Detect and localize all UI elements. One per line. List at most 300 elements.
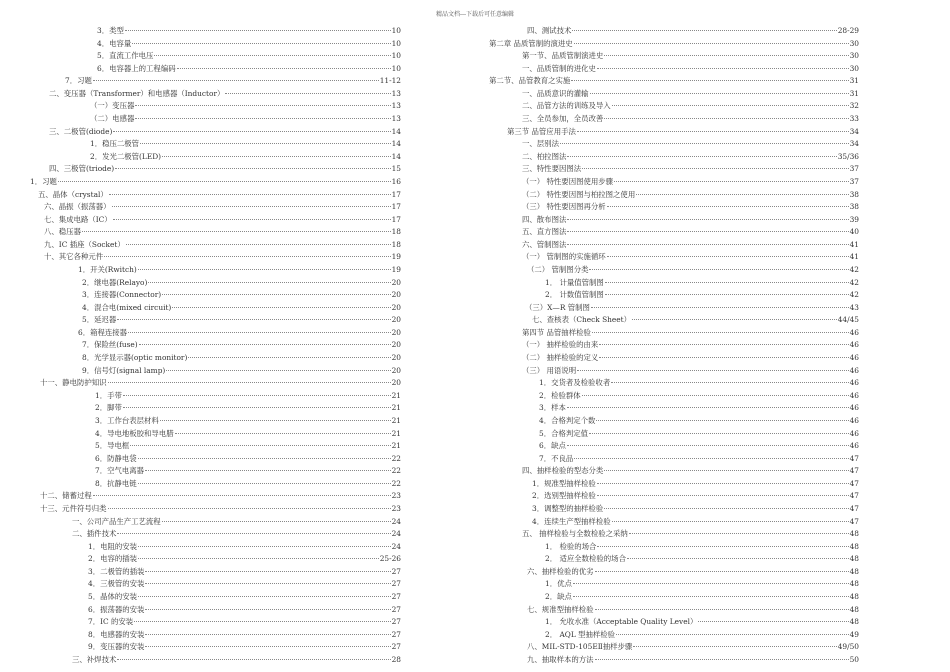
dot-leader	[592, 332, 849, 333]
toc-entry-page: 46	[849, 390, 859, 400]
dot-leader	[225, 93, 390, 94]
toc-entry-title: 第三节 品管应用手法	[507, 126, 576, 136]
toc-entry[interactable]	[467, 428, 859, 441]
dot-leader	[93, 80, 379, 81]
toc-entry[interactable]	[0, 126, 401, 139]
toc-entry-page: 13	[391, 88, 401, 98]
dot-leader	[117, 659, 390, 660]
toc-entry-title: 九、IC 插座（Socket）	[44, 239, 125, 249]
dot-leader	[145, 470, 391, 471]
toc-entry[interactable]	[467, 541, 859, 554]
toc-entry[interactable]	[467, 528, 859, 541]
toc-entry[interactable]	[467, 151, 859, 164]
dot-leader	[162, 156, 391, 157]
toc-entry-title: 1．交货者及检验收者	[539, 378, 611, 388]
toc-entry-title: 8．抗静电链	[95, 478, 137, 488]
toc-entry-page: 46	[849, 327, 859, 337]
toc-entry-page: 24	[391, 516, 401, 526]
toc-entry[interactable]	[467, 465, 859, 478]
toc-entry-title: （一） 抽样检验的由来	[522, 340, 599, 350]
toc-entry[interactable]	[0, 591, 401, 604]
toc-entry-page: 47	[849, 503, 859, 513]
toc-entry-page: 46	[849, 441, 859, 451]
dot-leader	[123, 407, 391, 408]
toc-entry[interactable]	[0, 553, 401, 566]
dot-leader	[567, 445, 849, 446]
toc-entry[interactable]	[0, 516, 401, 529]
dot-leader	[632, 319, 837, 320]
toc-entry[interactable]	[467, 113, 859, 126]
toc-entry[interactable]	[0, 151, 401, 164]
toc-entry[interactable]	[467, 327, 859, 340]
toc-entry-page: 41	[849, 239, 859, 249]
toc-entry[interactable]	[0, 604, 401, 617]
dot-leader	[589, 269, 848, 270]
toc-entry-page: 18	[391, 227, 401, 237]
toc-entry[interactable]	[0, 440, 401, 453]
dot-leader	[138, 483, 391, 484]
toc-entry[interactable]	[0, 377, 401, 390]
toc-entry-page: 13	[391, 114, 401, 124]
dot-leader	[567, 219, 848, 220]
dot-leader	[112, 206, 391, 207]
toc-entry-page: 14	[391, 139, 401, 149]
dot-leader	[132, 43, 390, 44]
dot-leader	[177, 68, 391, 69]
toc-entry-page: 48	[849, 541, 859, 551]
toc-entry-page: 21	[391, 441, 401, 451]
toc-entry-title: 9．信号灯(signal lamp)	[82, 365, 166, 375]
dot-leader	[567, 231, 848, 232]
toc-entry[interactable]	[0, 654, 401, 667]
toc-entry-page: 47	[849, 478, 859, 488]
toc-entry[interactable]	[0, 25, 401, 38]
toc-entry-page: 27	[391, 566, 401, 576]
dot-leader	[108, 508, 391, 509]
toc-entry[interactable]	[467, 516, 859, 529]
toc-entry-title: 五、 抽样检验与全数检验之采纳	[522, 529, 628, 539]
toc-entry-page: 27	[391, 604, 401, 614]
toc-entry-page: 18	[391, 239, 401, 249]
toc-entry[interactable]	[0, 390, 401, 403]
dot-leader	[113, 219, 391, 220]
toc-entry[interactable]	[0, 365, 401, 378]
toc-entry-page: 27	[391, 579, 401, 589]
toc-entry-page: 20	[391, 365, 401, 375]
toc-entry[interactable]	[0, 38, 401, 51]
toc-entry-page: 22	[391, 466, 401, 476]
toc-entry[interactable]	[0, 541, 401, 554]
toc-entry[interactable]	[0, 163, 401, 176]
toc-entry[interactable]	[467, 490, 859, 503]
toc-entry[interactable]	[0, 214, 401, 227]
toc-entry-page: 48	[849, 554, 859, 564]
toc-entry-page: 28	[391, 654, 401, 664]
toc-entry-title: 6．箱程连接器	[78, 327, 128, 337]
dot-leader	[595, 609, 849, 610]
dot-leader	[138, 458, 391, 459]
dot-leader	[577, 370, 849, 371]
toc-entry-page: 21	[391, 390, 401, 400]
toc-entry-title: 第二节、品管教育之实施	[489, 76, 571, 86]
toc-entry[interactable]	[467, 616, 859, 629]
toc-entry-title: 6．防静电袋	[95, 453, 137, 463]
toc-entry-title: 三、全员参加，全员改善	[522, 114, 604, 124]
toc-entry-page: 28-29	[837, 26, 859, 35]
toc-entry-page: 25-26	[379, 554, 401, 564]
toc-entry-page: 38	[849, 202, 859, 212]
toc-entry-page: 39	[849, 214, 859, 224]
toc-entry[interactable]	[467, 50, 859, 63]
toc-entry-page: 19	[391, 252, 401, 262]
toc-entry-page: 10	[391, 63, 401, 73]
dot-leader	[135, 118, 390, 119]
dot-leader	[597, 546, 848, 547]
toc-entry-title: 四、测试技术	[527, 26, 572, 35]
toc-entry-page: 31	[849, 76, 859, 86]
dot-leader	[573, 596, 849, 597]
toc-entry-page: 20	[391, 277, 401, 287]
toc-entry[interactable]	[0, 63, 401, 76]
toc-entry[interactable]	[467, 440, 859, 453]
toc-entry-title: 一、品质管制的进化史	[522, 63, 596, 73]
dot-leader	[633, 646, 836, 647]
toc-entry-title: 5．直流工作电压	[97, 51, 154, 61]
toc-entry[interactable]	[0, 503, 401, 516]
dot-leader	[582, 395, 849, 396]
dot-leader	[574, 43, 849, 44]
toc-entry-page: 31	[849, 88, 859, 98]
toc-entry[interactable]	[467, 63, 859, 76]
toc-entry-title: （一）变压器	[90, 101, 135, 111]
dot-leader	[589, 433, 849, 434]
toc-entry-page: 48	[849, 604, 859, 614]
toc-entry-title: 1．开关(Rwitch)	[78, 264, 137, 274]
dot-leader	[595, 571, 849, 572]
dot-leader	[145, 634, 390, 635]
toc-entry[interactable]	[467, 402, 859, 415]
toc-entry[interactable]	[467, 88, 859, 101]
toc-entry[interactable]	[0, 302, 401, 315]
toc-entry-title: 4．电容量	[97, 38, 132, 48]
toc-entry-title: 2． 计数值管制图	[545, 290, 604, 300]
toc-entry[interactable]	[0, 402, 401, 415]
toc-entry-title: 七、集成电路（IC）	[44, 214, 112, 224]
toc-entry-page: 20	[391, 353, 401, 363]
dot-leader	[590, 93, 849, 94]
toc-entry-title: 一、公司产品生产工艺流程	[72, 516, 161, 526]
toc-entry-page: 17	[391, 214, 401, 224]
dot-leader	[117, 533, 390, 534]
toc-entry[interactable]	[467, 25, 859, 38]
toc-entry-page: 10	[391, 26, 401, 35]
toc-entry-title: 8．光学显示器(optic monitor)	[82, 353, 188, 363]
dot-leader	[595, 659, 849, 660]
toc-entry-page: 15	[391, 164, 401, 174]
toc-entry[interactable]	[467, 163, 859, 176]
toc-entry-title: 1． 检验的场合	[545, 541, 597, 551]
toc-entry[interactable]	[0, 465, 401, 478]
toc-entry[interactable]	[0, 528, 401, 541]
dot-leader	[604, 55, 848, 56]
toc-entry-page: 22	[391, 453, 401, 463]
toc-entry-title: 二、品管方法的训练及导入	[522, 101, 611, 111]
toc-entry[interactable]	[0, 264, 401, 277]
dot-leader	[139, 344, 391, 345]
toc-entry[interactable]	[467, 629, 859, 642]
toc-entry[interactable]	[0, 189, 401, 202]
dot-leader	[567, 156, 836, 157]
dot-leader	[126, 244, 391, 245]
toc-entry-page: 17	[391, 202, 401, 212]
dot-leader	[607, 206, 849, 207]
toc-entry[interactable]	[467, 302, 859, 315]
toc-entry[interactable]	[467, 251, 859, 264]
dot-leader	[117, 319, 390, 320]
toc-entry-page: 48	[849, 566, 859, 576]
toc-entry-page: 22	[391, 478, 401, 488]
toc-entry[interactable]	[467, 289, 859, 302]
toc-entry-page: 20	[391, 290, 401, 300]
dot-leader	[627, 558, 849, 559]
toc-entry-title: 六、抽样检验的优劣	[527, 566, 594, 576]
toc-entry-page: 49/50	[837, 642, 859, 652]
toc-entry[interactable]	[0, 616, 401, 629]
toc-entry[interactable]	[467, 641, 859, 654]
dot-leader	[145, 646, 390, 647]
toc-entry[interactable]	[0, 277, 401, 290]
dot-leader	[125, 30, 391, 31]
toc-entry-page: 19	[391, 264, 401, 274]
toc-entry-page: 46	[849, 340, 859, 350]
toc-entry-title: 1．稳压二极管	[90, 139, 140, 149]
toc-entry-title: 六、管制图法	[522, 239, 567, 249]
toc-entry-title: 3．样本	[539, 403, 566, 413]
toc-entry-title: 五、直方图法	[522, 227, 567, 237]
toc-entry-title: 三、二极管(diode)	[49, 126, 113, 136]
toc-entry-title: 2．继电器(Relayo)	[82, 277, 148, 287]
toc-entry-title: 五、晶体（crystal）	[38, 189, 108, 199]
toc-entry[interactable]	[467, 176, 859, 189]
dot-leader	[145, 571, 390, 572]
toc-entry[interactable]	[467, 377, 859, 390]
toc-entry[interactable]	[0, 88, 401, 101]
toc-entry-title: （二） 管制图分类	[527, 264, 589, 274]
toc-entry-title: 第一节、品质管制演进史	[522, 51, 604, 61]
dot-leader	[166, 370, 390, 371]
toc-entry[interactable]	[0, 100, 401, 113]
dot-leader	[591, 307, 849, 308]
dot-leader	[138, 558, 379, 559]
toc-entry[interactable]	[0, 478, 401, 491]
toc-entry-title: 六、晶振（振荡器）	[44, 202, 111, 212]
dot-leader	[616, 634, 849, 635]
toc-entry[interactable]	[0, 641, 401, 654]
dot-leader	[160, 420, 391, 421]
toc-entry[interactable]	[467, 453, 859, 466]
toc-entry[interactable]	[467, 365, 859, 378]
toc-entry[interactable]	[467, 264, 859, 277]
dot-leader	[612, 521, 849, 522]
toc-entry[interactable]	[0, 327, 401, 340]
toc-entry[interactable]	[467, 553, 859, 566]
toc-entry-title: 7．不良品	[539, 453, 574, 463]
toc-entry-title: 三、补焊技术	[72, 654, 117, 664]
toc-entry-title: 1．电阻的安装	[88, 541, 138, 551]
toc-entry[interactable]	[467, 214, 859, 227]
toc-entry-title: 7．保险丝(fuse)	[82, 340, 138, 350]
toc-entry-page: 24	[391, 529, 401, 539]
toc-entry-title: 3．调整型的抽样检验	[532, 503, 604, 513]
dot-leader	[607, 256, 849, 257]
toc-entry-title: 3．类型	[97, 26, 124, 35]
dot-leader	[154, 55, 390, 56]
toc-entry-page: 27	[391, 629, 401, 639]
dot-leader	[599, 344, 848, 345]
toc-entry[interactable]	[467, 352, 859, 365]
toc-entry-page: 33	[849, 114, 859, 124]
toc-entry[interactable]	[467, 189, 859, 202]
toc-entry[interactable]	[467, 75, 859, 88]
toc-entry-page: 50	[849, 654, 859, 664]
dot-leader	[162, 294, 390, 295]
toc-entry[interactable]	[0, 201, 401, 214]
toc-entry[interactable]	[0, 226, 401, 239]
dot-leader	[636, 194, 848, 195]
toc-entry[interactable]	[467, 566, 859, 579]
toc-entry-title: 4．混合电(mixed circuit)	[82, 302, 172, 312]
toc-entry[interactable]	[467, 503, 859, 516]
toc-entry-title: 4．连续生产型抽样检验	[532, 516, 611, 526]
toc-entry[interactable]	[0, 50, 401, 63]
dot-leader	[140, 143, 391, 144]
toc-entry[interactable]	[0, 428, 401, 441]
dot-leader	[604, 508, 848, 509]
dot-leader	[58, 181, 391, 182]
toc-entry[interactable]	[0, 453, 401, 466]
toc-entry-page: 20	[391, 327, 401, 337]
toc-entry-page: 42	[849, 290, 859, 300]
toc-entry-title: 7．习题	[65, 76, 92, 86]
toc-entry[interactable]	[467, 38, 859, 51]
toc-entry[interactable]	[467, 591, 859, 604]
toc-entry-page: 48	[849, 579, 859, 589]
toc-entry-page: 47	[849, 453, 859, 463]
toc-entry-title: 4．合格判定个数	[539, 415, 596, 425]
toc-entry[interactable]	[467, 578, 859, 591]
dot-leader	[134, 621, 390, 622]
toc-entry[interactable]	[467, 277, 859, 290]
toc-entry[interactable]	[0, 289, 401, 302]
toc-entry-page: 44/45	[837, 315, 859, 325]
toc-entry-page: 35/36	[837, 151, 859, 161]
toc-column-left	[0, 25, 401, 666]
toc-entry-title: 七、规准型抽样检验	[527, 604, 594, 614]
dot-leader	[605, 294, 849, 295]
toc-entry[interactable]	[467, 226, 859, 239]
toc-entry-title: 3．二极管的插装	[88, 566, 145, 576]
toc-entry-title: （二） 特性要因图与柏拉图之使用	[522, 189, 636, 199]
toc-entry-page: 21	[391, 428, 401, 438]
dot-leader	[148, 282, 390, 283]
toc-entry[interactable]	[467, 478, 859, 491]
toc-entry-page: 46	[849, 403, 859, 413]
toc-entry[interactable]	[467, 126, 859, 139]
toc-entry[interactable]	[467, 314, 859, 327]
toc-entry-title: 2．电容的插装	[88, 554, 138, 564]
toc-entry-title: （三） 用语说明	[522, 365, 577, 375]
dot-leader	[104, 256, 390, 257]
toc-entry[interactable]	[467, 390, 859, 403]
toc-entry[interactable]	[0, 415, 401, 428]
toc-entry[interactable]	[467, 339, 859, 352]
toc-entry[interactable]	[0, 566, 401, 579]
toc-entry-title: 5．导电框	[95, 441, 130, 451]
toc-entry-page: 48	[849, 529, 859, 539]
toc-entry[interactable]	[467, 604, 859, 617]
toc-entry[interactable]	[467, 100, 859, 113]
toc-entry-page: 42	[849, 264, 859, 274]
toc-entry[interactable]	[0, 113, 401, 126]
dot-leader	[135, 105, 390, 106]
toc-entry-title: 3．连接器(Connector)	[82, 290, 162, 300]
toc-entry[interactable]	[0, 138, 401, 151]
toc-entry-title: 6．振荡器的安装	[88, 604, 145, 614]
toc-entry[interactable]	[467, 138, 859, 151]
toc-entry-page: 10	[391, 51, 401, 61]
page-header: 精品文档---下载后可任意编辑	[435, 11, 515, 18]
toc-entry-title: 十三、元件符号归类	[40, 503, 107, 513]
dot-leader	[108, 382, 391, 383]
toc-entry-title: 四、三极管(triode)	[49, 164, 115, 174]
toc-entry[interactable]	[0, 251, 401, 264]
dot-leader	[604, 118, 848, 119]
toc-entry-page: 47	[849, 491, 859, 501]
toc-entry-page: 46	[849, 378, 859, 388]
toc-entry[interactable]	[0, 490, 401, 503]
toc-entry[interactable]	[0, 176, 401, 189]
toc-entry-title: 1．规准型抽样检验	[532, 478, 596, 488]
toc-entry[interactable]	[0, 629, 401, 642]
toc-entry-title: 4．三极管的安装	[88, 579, 145, 589]
toc-entry[interactable]	[0, 239, 401, 252]
toc-entry-title: 7．IC 的安装	[88, 617, 134, 627]
dot-leader	[567, 244, 848, 245]
toc-entry[interactable]	[0, 314, 401, 327]
dot-leader	[572, 30, 836, 31]
toc-entry[interactable]	[0, 352, 401, 365]
toc-entry-page: 47	[849, 466, 859, 476]
dot-leader	[128, 332, 391, 333]
dot-leader	[612, 105, 849, 106]
dot-leader	[560, 143, 849, 144]
toc-entry[interactable]	[467, 239, 859, 252]
dot-leader	[605, 282, 849, 283]
toc-entry[interactable]	[0, 75, 401, 88]
toc-entry[interactable]	[467, 654, 859, 667]
dot-leader	[597, 68, 849, 69]
toc-entry[interactable]	[0, 339, 401, 352]
toc-entry-page: 46	[849, 415, 859, 425]
dot-leader	[175, 433, 391, 434]
toc-entry-page: 47	[849, 516, 859, 526]
toc-entry-title: 6．缺点	[539, 441, 566, 451]
toc-entry-title: 3．工作台表层材料	[95, 415, 159, 425]
toc-entry[interactable]	[467, 415, 859, 428]
toc-entry-title: 2．脚带	[95, 403, 122, 413]
toc-entry[interactable]	[0, 578, 401, 591]
toc-entry[interactable]	[467, 201, 859, 214]
